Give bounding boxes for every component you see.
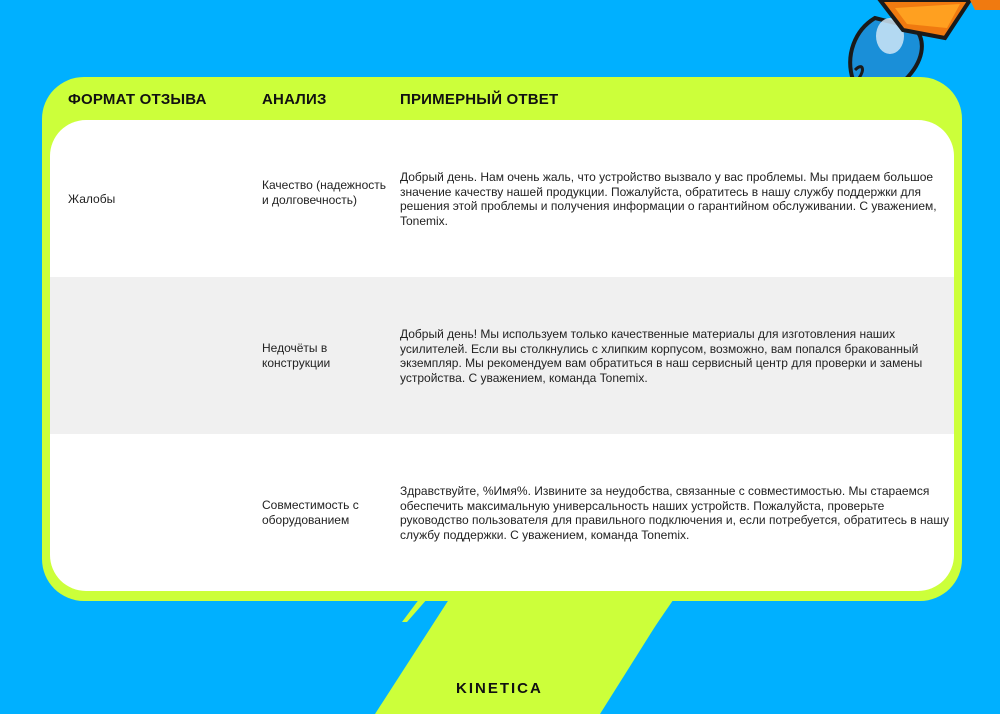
header-response: ПРИМЕРНЫЙ ОТВЕТ: [400, 91, 559, 108]
kinetica-logo: KINETICA: [456, 680, 543, 697]
cell-format: Жалобы: [68, 192, 116, 206]
cell-analysis: Недочёты в конструкции: [262, 341, 331, 370]
feedback-table-card: [42, 77, 962, 601]
table-row: [50, 434, 954, 591]
cell-response: Здравствуйте, %Имя%. Извините за неудобства, связанные с совместимостью. Мы стараемся обеспечить максимальную универсальность наших устройств. Пожалуйста, проверьте руководство пользователя для правильного подключения и, если потребуется, обратитесь в нашу службу поддержки. С уважением, команда Tonemix.: [400, 484, 949, 542]
table-body: [50, 120, 954, 591]
header-analysis: АНАЛИЗ: [262, 91, 327, 108]
fountain-pen-icon: [835, 0, 1000, 82]
cell-analysis: Качество (надежность и долговечность): [262, 178, 386, 207]
header-format: ФОРМАТ ОТЗЫВА: [68, 91, 207, 108]
table-header: [42, 77, 962, 121]
table-row: [50, 120, 954, 277]
cell-response: Добрый день! Мы используем только качественные материалы для изготовления наших усилителей. Если вы столкнулись с хлипким корпусом, возможно, вам попался бракованный экземпляр. Мы рекомендуем вам обратиться в наш сервисный центр для проверки и замены устройства. С уважением, команда Tonemix.: [400, 327, 923, 385]
cell-response: Добрый день. Нам очень жаль, что устройство вызвало у вас проблемы. Мы придаем большое значение качеству нашей продукции. Пожалуйста, обратитесь в нашу службу поддержки для решения этой проблемы и получения информации о гарантийном обслуживании. С уважением, Tonemix.: [400, 170, 937, 228]
cell-analysis: Совместимость с оборудованием: [262, 498, 359, 527]
table-row: [50, 277, 954, 434]
